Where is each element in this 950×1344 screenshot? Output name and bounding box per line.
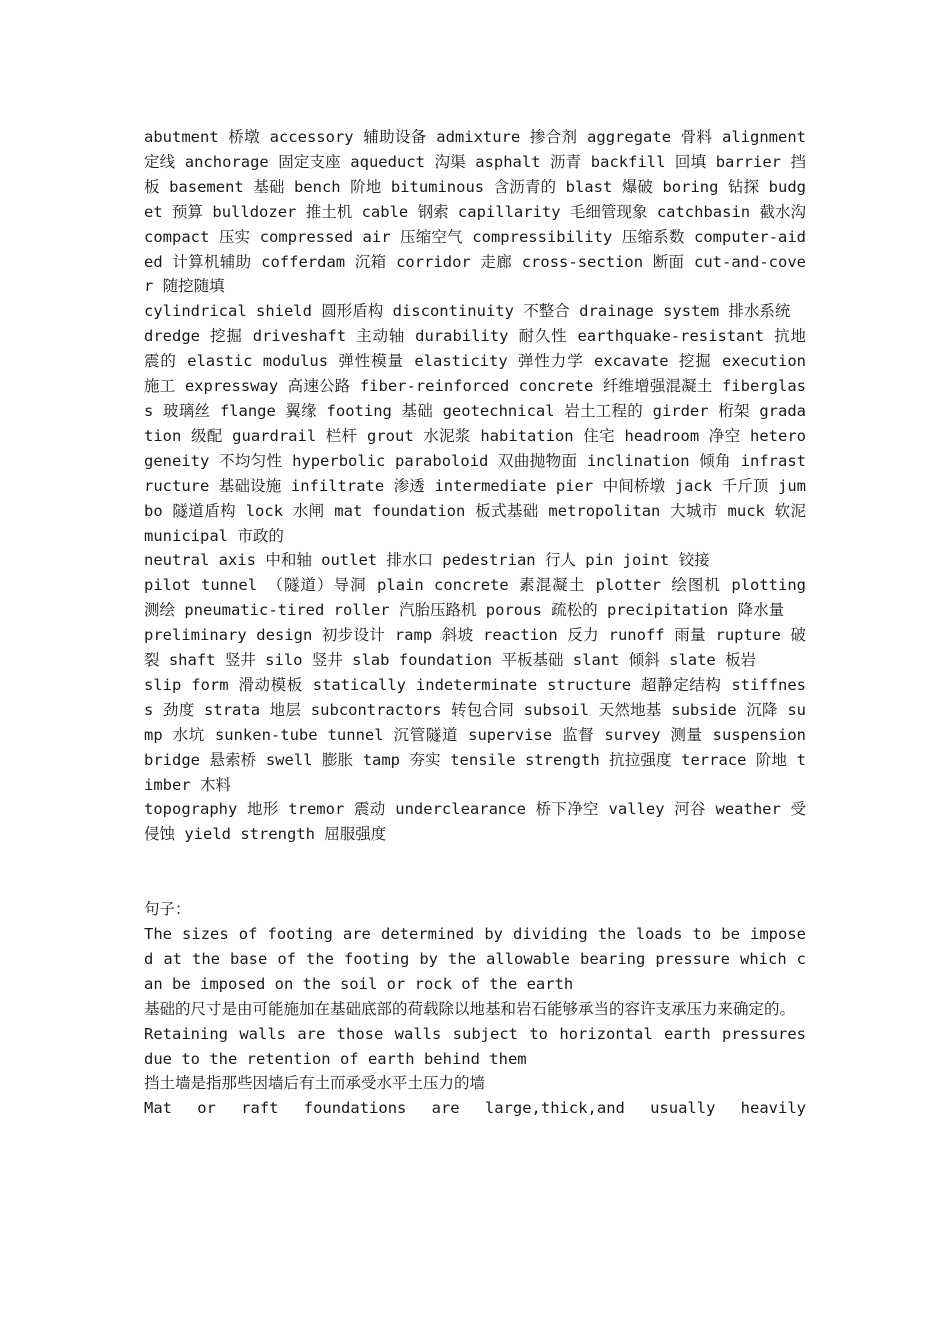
document-page — [144, 125, 806, 1121]
section-spacer — [144, 847, 806, 897]
vocabulary-paragraph: topography 地形 tremor 震动 underclearance 桥下净空 valley 河谷 weather 受侵蚀 yield strength 屈服强度 — [144, 800, 806, 844]
vocabulary-paragraph: neutral axis 中和轴 outlet 排水口 pedestrian 行人 pin joint 铰接 — [144, 551, 710, 570]
sentence-english: Mat or raft foundations are large,thick,and usually heavily — [144, 1099, 806, 1118]
vocabulary-paragraph: dredge 挖掘 driveshaft 主动轴 durability 耐久性 earthquake-resistant 抗地震的 elastic modulus 弹性模量 elasticity 弹性力学 excavate 挖掘 execution 施工 expressway 高速公路 fiber-reinforced concrete 纤维增强混凝土 fiberglass 玻璃丝 flange 翼缘 footing 基础 geotechnical 岩土工程的 girder 桁架 gradation 级配 guardrail 栏杆 grout 水泥浆 habitation 住宅 headroom 净空 heterogeneity 不均匀性 hyperbolic paraboloid 双曲抛物面 inclination 倾角 infrastructure 基础设施 infiltrate 渗透 intermediate pier 中间桥墩 jack 千斤顶 jumbo 隧道盾构 lock 水闸 mat foundation 板式基础 metropolitan 大城市 muck 软泥 municipal 市政的 — [144, 327, 806, 545]
sentence-english: Retaining walls are those walls subject to horizontal earth pressures due to the retention of earth behind them — [144, 1024, 806, 1068]
sentence-chinese: 挡土墙是指那些因墙后有土而承受水平土压力的墙 — [144, 1074, 486, 1093]
sentences-heading: 句子： — [144, 900, 191, 919]
vocabulary-paragraph: slip form 滑动模板 statically indeterminate structure 超静定结构 stiffness 劲度 strata 地层 subcontractors 转包合同 subsoil 天然地基 subside 沉降 sump 水坑 sunken-tube tunnel 沉管隧道 supervise 监督 survey 测量 suspension bridge 悬索桥 swell 膨胀 tamp 夯实 tensile strength 抗拉强度 terrace 阶地 timber 木料 — [144, 675, 806, 794]
sentence-english: The sizes of footing are determined by dividing the loads to be imposed at the base of the footing by the allowable bearing pressure which can be imposed on the soil or rock of the earth — [144, 924, 806, 993]
vocabulary-paragraph: preliminary design 初步设计 ramp 斜坡 reaction 反力 runoff 雨量 rupture 破裂 shaft 竖井 silo 竖井 slab foundation 平板基础 slant 倾斜 slate 板岩 — [144, 626, 806, 670]
vocabulary-paragraph: abutment 桥墩 accessory 辅助设备 admixture 掺合剂 aggregate 骨料 alignment 定线 anchorage 固定支座 aqueduct 沟渠 asphalt 沥青 backfill 回填 barrier 挡板 basement 基础 bench 阶地 bituminous 含沥青的 blast 爆破 boring 钻探 budget 预算 bulldozer 推土机 cable 钢索 capillarity 毛细管现象 catchbasin 截水沟 compact 压实 compressed air 压缩空气 compressibility 压缩系数 computer-aided 计算机辅助 cofferdam 沉箱 corridor 走廊 cross-section 断面 cut-and-cover 随挖随填 — [144, 128, 806, 296]
vocabulary-paragraph: cylindrical shield 圆形盾构 discontinuity 不整合 drainage system 排水系统 — [144, 302, 791, 321]
sentence-chinese: 基础的尺寸是由可能施加在基础底部的荷载除以地基和岩石能够承当的容许支承压力来确定的。 — [144, 999, 796, 1018]
vocabulary-paragraph: pilot tunnel （隧道）导洞 plain concrete 素混凝土 plotter 绘图机 plotting 测绘 pneumatic-tired roller 汽胎压路机 porous 疏松的 precipitation 降水量 — [144, 576, 806, 620]
